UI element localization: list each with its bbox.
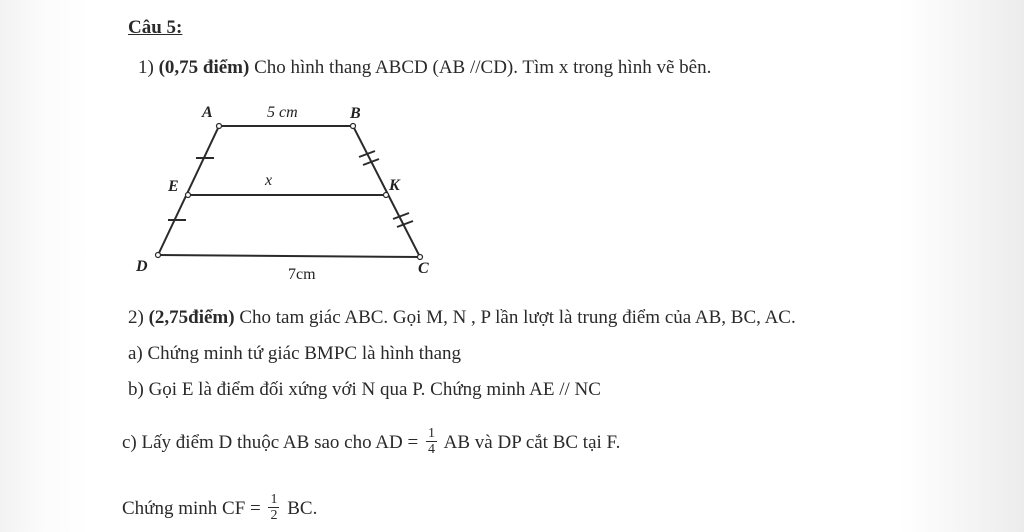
label-b: B xyxy=(350,105,361,122)
trapezoid-figure xyxy=(130,95,450,290)
segment-dc xyxy=(158,255,420,257)
point-d xyxy=(156,253,161,258)
question-2 xyxy=(128,307,796,329)
point-a xyxy=(217,124,222,129)
question-title: Câu 5: xyxy=(128,17,183,38)
fraction-one-quarter xyxy=(426,426,437,457)
question-2a: a) Chứng minh tứ giác BMPC là hình thang xyxy=(128,343,462,364)
q2d-text-before: Chứng minh CF = xyxy=(122,497,261,519)
label-bottom-length: 7cm xyxy=(288,266,316,283)
fraction-numerator: 1 xyxy=(427,426,435,441)
label-k: K xyxy=(389,177,400,194)
label-d: D xyxy=(136,258,148,275)
q2-points: (2,75điểm) xyxy=(148,307,235,328)
fraction-denominator: 4 xyxy=(427,442,435,457)
q1-text: Cho hình thang ABCD (AB //CD). Tìm x trong hình vẽ bên. xyxy=(254,57,712,78)
point-c xyxy=(418,255,423,260)
q2-text: Cho tam giác ABC. Gọi M, N , P lần lượt là trung điểm của AB, BC, AC. xyxy=(239,307,796,328)
q2d-text-after: BC. xyxy=(287,497,318,519)
q1-number: 1) xyxy=(138,57,154,78)
segment-bc xyxy=(353,126,420,257)
question-2b: b) Gọi E là điểm đối xứng với N qua P. Chứng minh AE // NC xyxy=(128,379,601,400)
q2c-text-after: AB và DP cắt BC tại F. xyxy=(443,431,621,453)
question-2c-proof xyxy=(122,494,317,525)
label-e: E xyxy=(168,178,179,195)
q2-number: 2) xyxy=(128,307,144,328)
point-k xyxy=(384,193,389,198)
q2c-text-before: c) Lấy điểm D thuộc AB sao cho AD = xyxy=(122,431,419,453)
label-c: C xyxy=(418,260,429,277)
point-e xyxy=(186,193,191,198)
fraction-denominator: 2 xyxy=(270,508,278,523)
label-top-length: 5 cm xyxy=(267,104,298,121)
question-2c xyxy=(122,428,620,459)
question-1 xyxy=(138,57,711,79)
q1-points: (0,75 điểm) xyxy=(158,57,250,78)
label-a: A xyxy=(202,104,213,121)
fraction-numerator: 1 xyxy=(270,492,278,507)
fraction-one-half xyxy=(268,492,279,523)
point-b xyxy=(351,124,356,129)
label-x: x xyxy=(265,172,273,189)
